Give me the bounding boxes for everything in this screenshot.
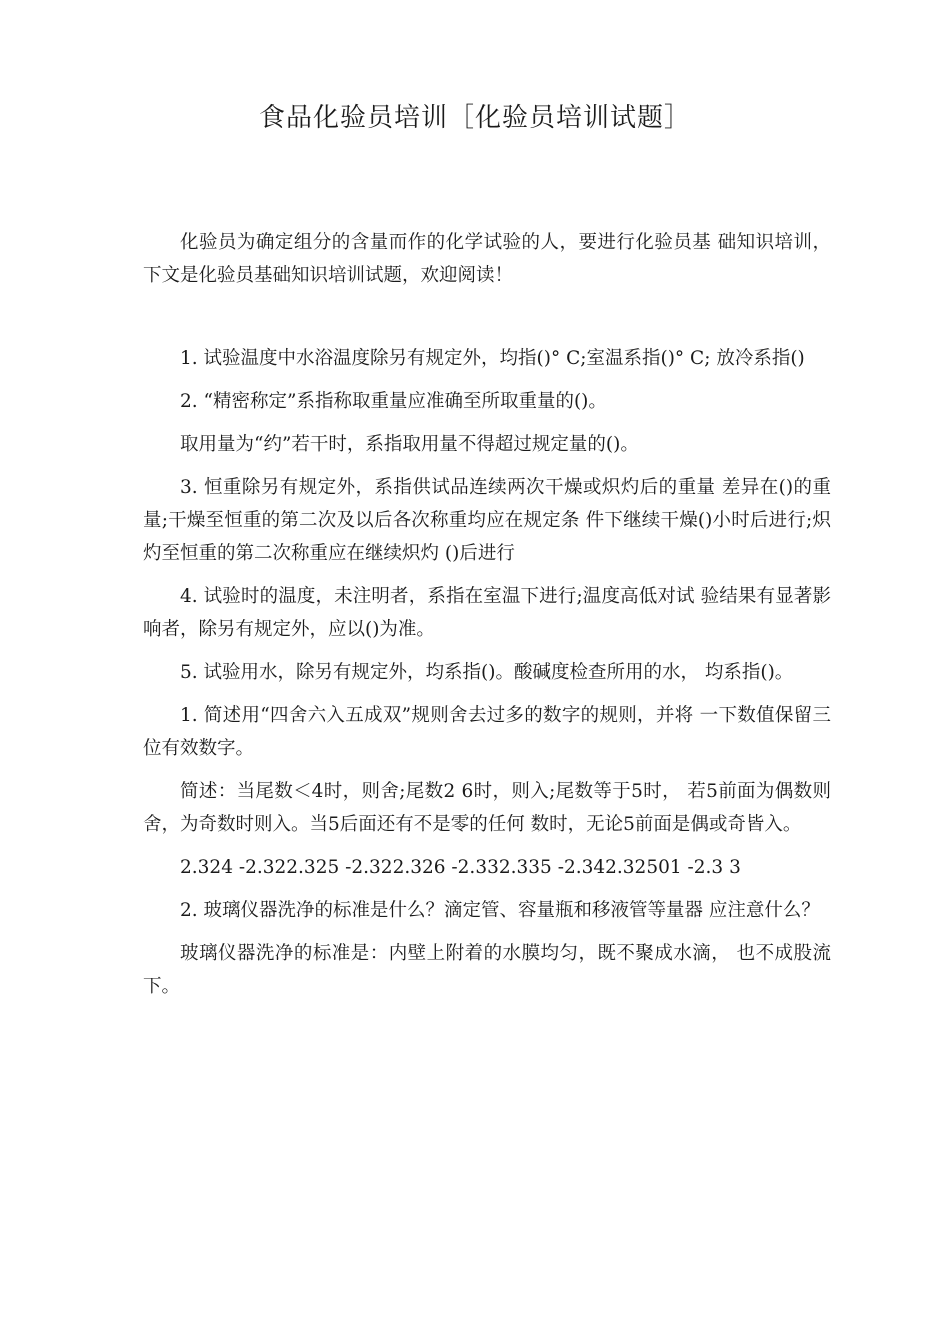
short-answer-1-rounding-rule: 1. 简述用“四舍六入五成双”规则舍去过多的数字的规则，并将 一下数值保留三位有效数字。 [143, 705, 831, 759]
document-body [143, 226, 831, 1003]
answer-1-rounding-examples: 2.324 -2.322.325 -2.322.326 -2.332.335 -2.342.32501 -2.3 3 [180, 857, 741, 878]
document-title: 食品化验员培训［化验员培训试题］ [258, 103, 691, 133]
answer-1-rounding-explanation: 简述：当尾数＜4时，则舍;尾数2 6时，则入;尾数等于5时， 若5前面为偶数则舍，为奇数时则入。当5后面还有不是零的任何 数时，无论5前面是偶或奇皆入。 [143, 781, 831, 835]
question-5-test-water: 5. 试验用水，除另有规定外，均系指()。酸碱度检查所用的水， 均系指()。 [180, 662, 794, 683]
intro-paragraph: 化验员为确定组分的含量而作的化学试验的人，要进行化验员基 础知识培训，下文是化验员基础知识培训试题，欢迎阅读！ [143, 232, 831, 286]
question-3-constant-weight: 3. 恒重除另有规定外，系指供试品连续两次干燥或炽灼后的重量 差异在()的重量;干燥至恒重的第二次及以后各次称重均应在规定条 件下继续干燥()小时后进行;炽灼至恒重的第二次称重应在继续炽灼 ()后进行 [143, 477, 831, 564]
question-2-approximate-amount: 取用量为“约”若干时，系指取用量不得超过规定量的()。 [180, 434, 639, 455]
answer-2-glassware-standard: 玻璃仪器洗净的标准是：内壁上附着的水膜均匀，既不聚成水滴， 也不成股流下。 [143, 943, 831, 997]
question-2-precise-weighing: 2. “精密称定”系指称取重量应准确至所取重量的()。 [180, 391, 607, 412]
question-4-test-temperature: 4. 试验时的温度，未注明者，系指在室温下进行;温度高低对试 验结果有显著影响者，除另有规定外，应以()为准。 [143, 586, 831, 640]
question-1-water-bath-temperature: 1. 试验温度中水浴温度除另有规定外，均指()° C;室温系指()° C; 放冷系指() [180, 348, 805, 369]
short-answer-2-glassware-cleaning: 2. 玻璃仪器洗净的标准是什么？滴定管、容量瓶和移液管等量器 应注意什么？ [180, 900, 820, 921]
